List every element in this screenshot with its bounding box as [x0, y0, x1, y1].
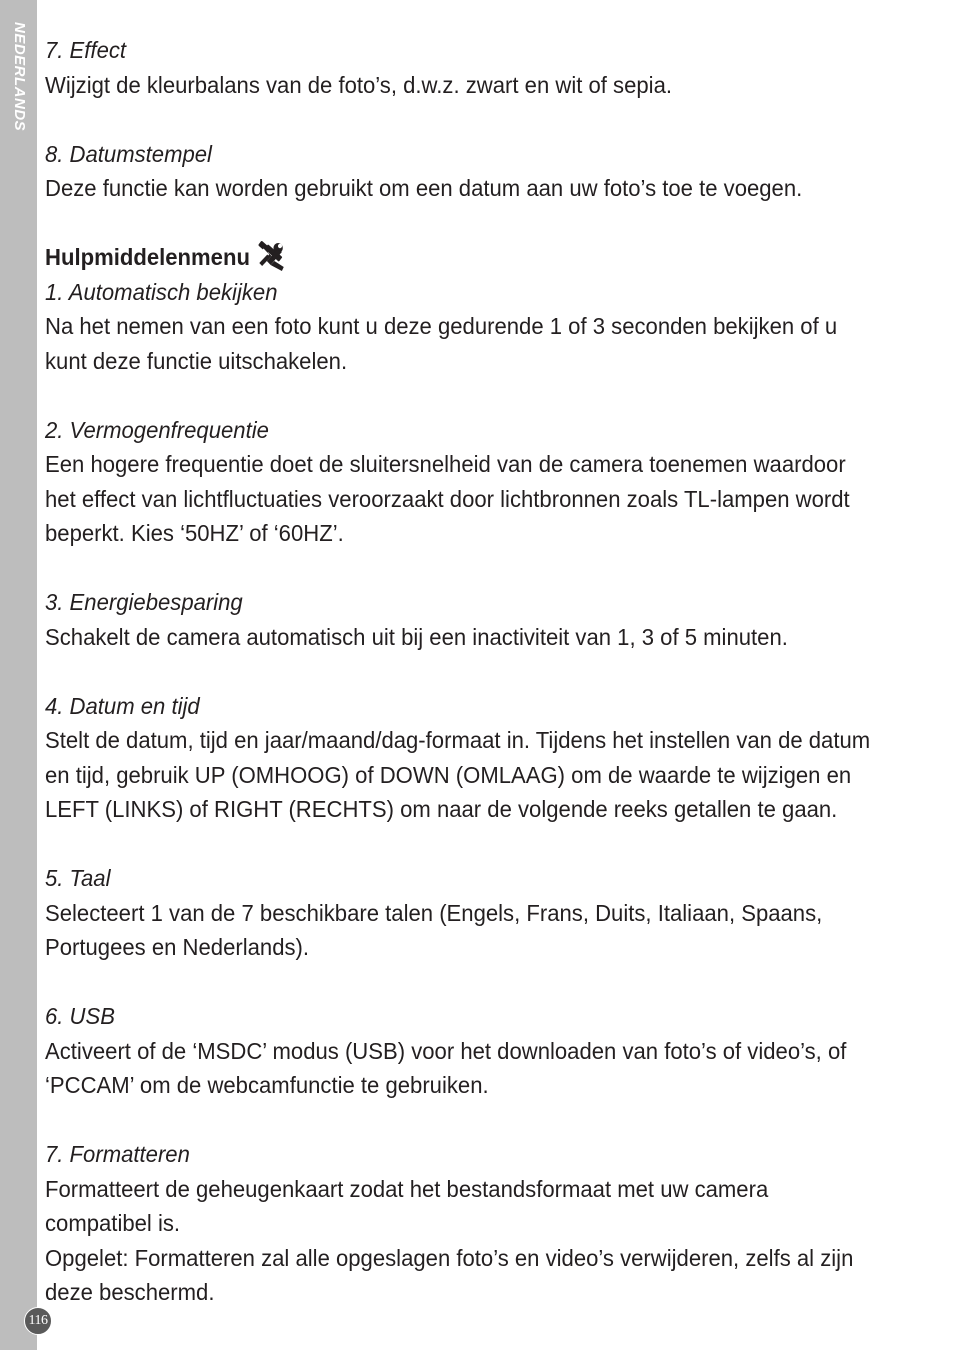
language-title: 5. Taal — [45, 865, 111, 891]
power-frequency-line: het effect van lichtfluctuaties veroorzaakt door lichtbronnen zoals TL-lampen wordt — [45, 485, 850, 512]
tools-menu-heading-text: Hulpmiddelenmenu — [45, 244, 250, 270]
language-line: Selecteert 1 van de 7 beschikbare talen (Engels, Frans, Duits, Italiaan, Spaans, — [45, 899, 823, 926]
spacer — [45, 102, 872, 137]
spacer — [45, 965, 872, 1000]
datestamp-title: 8. Datumstempel — [45, 140, 212, 167]
tools-menu-heading — [45, 235, 872, 275]
format-line: compatibel is. — [45, 1210, 181, 1236]
page-number: 116 — [24, 1307, 52, 1335]
auto-review-line: Na het nemen van een foto kunt u deze gedurende 1 of 3 seconden bekijken of u — [45, 313, 838, 339]
spacer — [45, 551, 872, 586]
format-line: deze beschermd. — [45, 1279, 215, 1305]
date-time-line: LEFT (LINKS) of RIGHT (RECHTS) om naar de volgende reeks getallen te gaan. — [45, 796, 838, 822]
date-time-line: en tijd, gebruik UP (OMHOOG) of DOWN (OMLAAG) om de waarde te wijzigen en — [45, 761, 852, 788]
spacer — [45, 827, 872, 862]
date-time-title: 4. Datum en tijd — [45, 692, 200, 719]
spacer — [45, 378, 872, 413]
usb-line: ‘PCCAM’ om de webcamfunctie te gebruiken. — [45, 1072, 489, 1098]
power-saving-title: 3. Energiebesparing — [45, 589, 243, 615]
power-frequency-title: 2. Vermogenfrequentie — [45, 416, 269, 443]
language-line: Portugees en Nederlands). — [45, 934, 310, 960]
effect-body: Wijzigt de kleurbalans van de foto’s, d.w.z. zwart en wit of sepia. — [45, 71, 673, 98]
power-frequency-line: Een hogere frequentie doet de sluitersnelheid van de camera toenemen waardoor — [45, 451, 846, 477]
side-bar — [0, 0, 37, 1350]
language-tab-label: NEDERLANDS — [11, 22, 28, 132]
power-saving-body: Schakelt de camera automatisch uit bij een inactiviteit van 1, 3 of 5 minuten. — [45, 623, 788, 650]
format-line: Formatteert de geheugenkaart zodat het bestandsformaat met uw camera — [45, 1175, 769, 1202]
page-content — [45, 33, 872, 1310]
usb-line: Activeert of de ‘MSDC’ modus (USB) voor het downloaden van foto’s of video’s, of — [45, 1037, 847, 1064]
spacer — [45, 654, 872, 689]
effect-title: 7. Effect — [45, 37, 127, 63]
auto-review-line: kunt deze functie uitschakelen. — [45, 347, 348, 374]
auto-review-title: 1. Automatisch bekijken — [45, 278, 278, 305]
date-time-line: Stelt de datum, tijd en jaar/maand/dag-formaat in. Tijdens het instellen van de datum — [45, 727, 871, 753]
spacer — [45, 1103, 872, 1138]
datestamp-body: Deze functie kan worden gebruikt om een datum aan uw foto’s toe te voegen. — [45, 175, 803, 201]
format-title: 7. Formatteren — [45, 1141, 190, 1167]
usb-title: 6. USB — [45, 1003, 115, 1029]
power-frequency-line: beperkt. Kies ‘50HZ’ of ‘60HZ’. — [45, 520, 344, 546]
tools-icon — [256, 241, 288, 273]
format-line: Opgelet: Formatteren zal alle opgeslagen foto’s en video’s verwijderen, zelfs al zijn — [45, 1244, 854, 1271]
